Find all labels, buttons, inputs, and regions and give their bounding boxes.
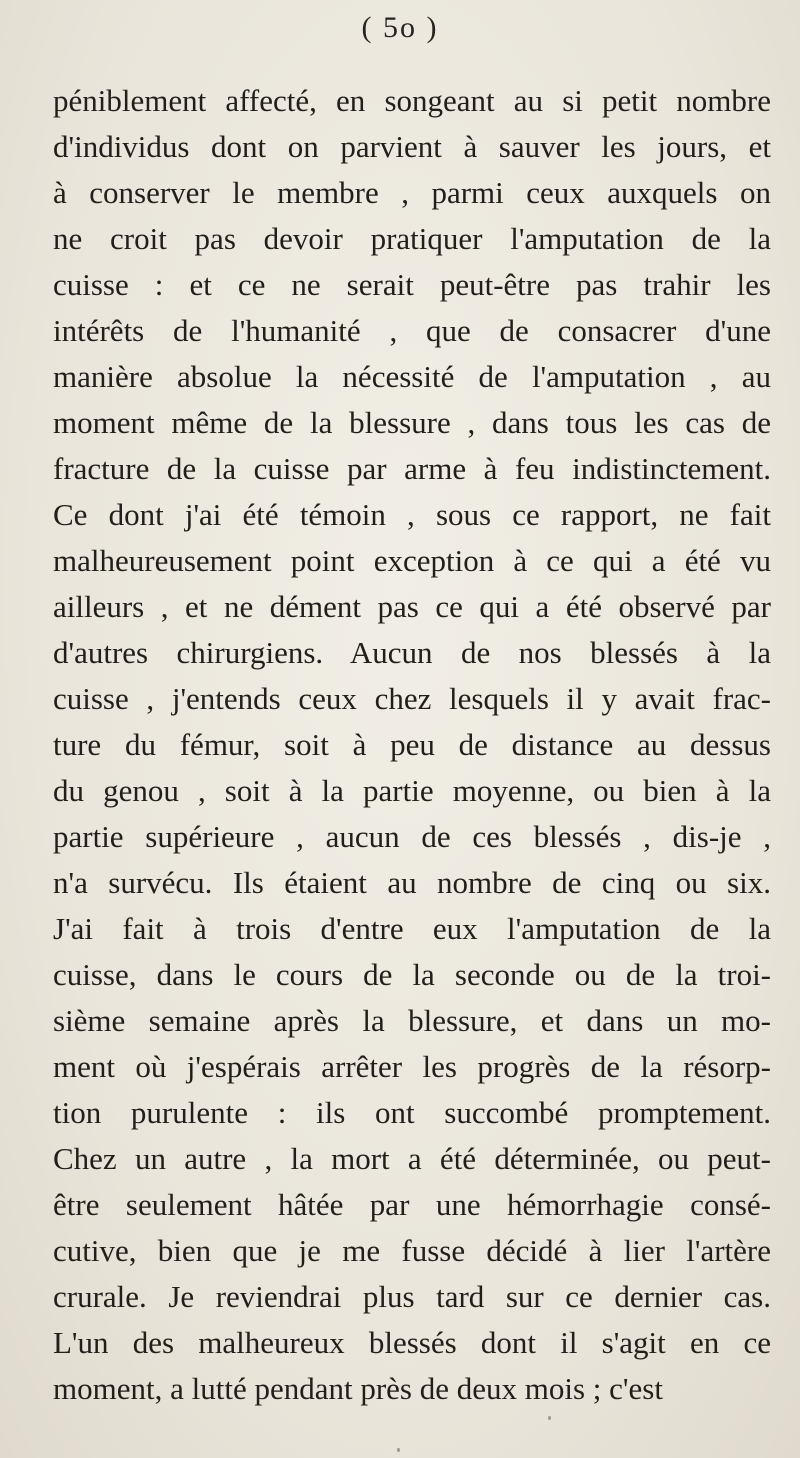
- text-line: moment, a lutté pendant près de deux mois ; c'est: [53, 1371, 663, 1406]
- page-number: ( 5o ): [361, 11, 439, 44]
- text-line: péniblement affecté, en songeant au si petit nombre: [53, 83, 771, 118]
- text-line: ailleurs , et ne dément pas ce qui a été observé par: [53, 589, 771, 624]
- text-line: malheureusement point exception à ce qui a été vu: [53, 543, 771, 578]
- text-line: tion purulente : ils ont succombé promptement.: [53, 1095, 771, 1130]
- text-line: fracture de la cuisse par arme à feu indistinctement.: [53, 451, 771, 486]
- text-line: ment où j'espérais arrêter les progrès de la résorp-: [53, 1049, 771, 1084]
- text-line: intérêts de l'humanité , que de consacrer d'une: [53, 313, 771, 348]
- text-line: sième semaine après la blessure, et dans un mo-: [53, 1003, 771, 1038]
- text-line: d'autres chirurgiens. Aucun de nos blessés à la: [53, 635, 771, 670]
- text-line: moment même de la blessure , dans tous les cas de: [53, 405, 771, 440]
- text-line: à conserver le membre , parmi ceux auxquels on: [53, 175, 771, 210]
- text-line: manière absolue la nécessité de l'amputation , au: [53, 359, 771, 394]
- paper-speck: [397, 1448, 400, 1452]
- text-line: être seulement hâtée par une hémorrhagie consé-: [53, 1187, 771, 1222]
- text-line: J'ai fait à trois d'entre eux l'amputation de la: [53, 911, 771, 946]
- text-line: L'un des malheureux blessés dont il s'agit en ce: [53, 1325, 771, 1360]
- text-line: Chez un autre , la mort a été déterminée, ou peut-: [53, 1141, 771, 1176]
- text-line: partie supérieure , aucun de ces blessés , dis-je ,: [53, 819, 771, 854]
- text-line: ne croit pas devoir pratiquer l'amputation de la: [53, 221, 771, 256]
- text-line: cuisse, dans le cours de la seconde ou de la troi-: [53, 957, 771, 992]
- text-line: ture du fémur, soit à peu de distance au dessus: [53, 727, 771, 762]
- paper-speck: [548, 1416, 551, 1420]
- text-line: cuisse , j'entends ceux chez lesquels il y avait frac-: [53, 681, 771, 716]
- text-line: cuisse : et ce ne serait peut-être pas trahir les: [53, 267, 771, 302]
- text-line: du genou , soit à la partie moyenne, ou bien à la: [53, 773, 771, 808]
- text-line: Ce dont j'ai été témoin , sous ce rapport, ne fait: [53, 497, 771, 532]
- text-line: d'individus dont on parvient à sauver les jours, et: [53, 129, 771, 164]
- text-line: n'a survécu. Ils étaient au nombre de cinq ou six.: [53, 865, 771, 900]
- text-line: cutive, bien que je me fusse décidé à lier l'artère: [53, 1233, 771, 1268]
- text-line: crurale. Je reviendrai plus tard sur ce dernier cas.: [53, 1279, 771, 1314]
